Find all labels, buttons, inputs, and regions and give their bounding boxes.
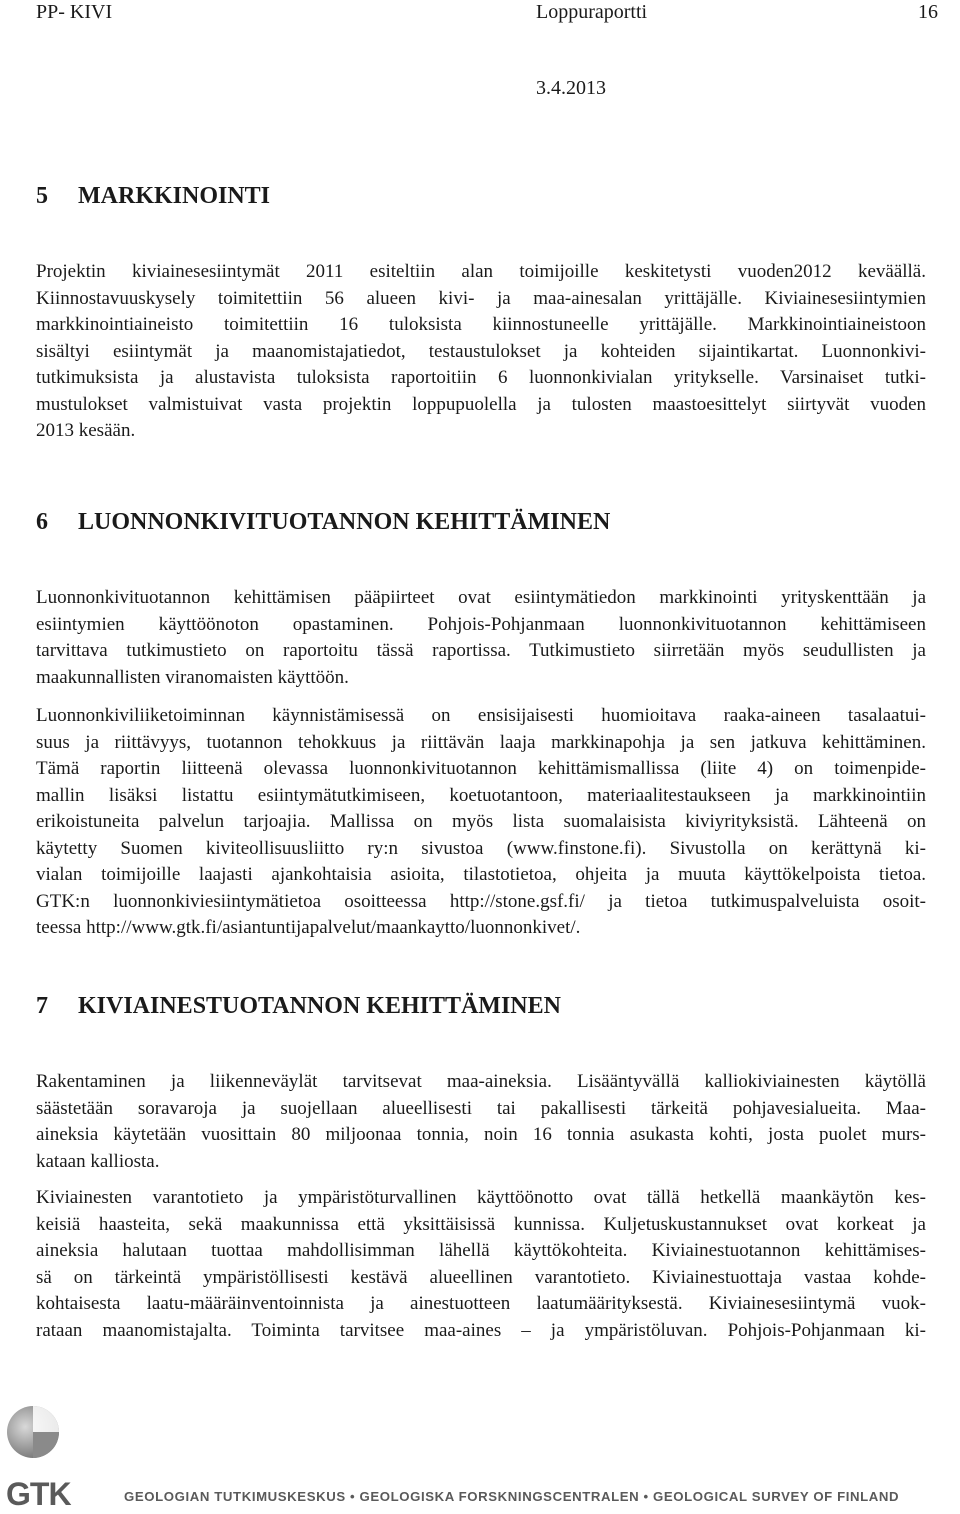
section-number: 6 [36, 509, 48, 535]
section-heading [36, 182, 270, 210]
text-line: Tämä raportin liitteenä olevassa luonnonkivituotannon kehittämismallissa (liite 4) on toimenpide- [36, 758, 926, 779]
text-line: teessa http://www.gtk.fi/asiantuntijapalvelut/maankaytto/luonnonkivet/. [36, 917, 581, 938]
text-line: rataan maanomistajalta. Toiminta tarvitsee maa-aines – ja ympäristöluvan. Pohjois-Pohjanmaan ki- [36, 1319, 926, 1341]
text-line: kohtaisesta laatu-määräinventoinnista ja ainestuotteen laatumäärityksestä. Kiviainesesiintymä vuok- [36, 1293, 926, 1314]
header-date: 3.4.2013 [536, 77, 606, 99]
text-line: mustulokset valmistuivat vasta projektin loppupuolella ja tulosten maastoesittelyt siirtyvät vuoden [36, 393, 926, 415]
text-line: erikoistuneita palvelun tarjoajia. Mallissa on myös lista suomalaisista kiviyrityksistä. Lähteenä on [36, 811, 926, 832]
text-line: aineksia käytetään vuosittain 80 miljoonaa tonnia, noin 16 tonnia asukasta kohti, josta puolet murs- [36, 1124, 926, 1145]
text-line: sisältyi esiintymät ja maanomistajatiedot, testaustulokset ja kohteiden sijaintikartat. Luonnonkivi- [36, 340, 926, 362]
section-number: 5 [36, 183, 48, 209]
section-title: LUONNONKIVITUOTANNON KEHITTÄMINEN [78, 509, 611, 535]
text-line: Rakentaminen ja liikenneväylät tarvitsevat maa-aineksia. Lisääntyvällä kalliokiviainesten käytöllä [36, 1071, 926, 1092]
text-line: markkinointiaineisto toimitettiin 16 tuloksista kiinnostuneelle yrittäjälle. Markkinointiaineistoon [36, 314, 926, 335]
paragraph [36, 703, 926, 942]
text-line: säästetään soravaroja ja suojellaan alueellisesti tai pakallisesti tärkeitä pohjavesialueita. Maa- [36, 1097, 926, 1119]
text-line: tutkimuksista ja alustavista tuloksista raportoitiin 6 luonnonkivialan yritykselle. Varsinaiset tutki- [36, 367, 926, 388]
text-line: Projektin kiviainesesiintymät 2011 esiteltiin alan toimijoille keskitetysti vuoden2012 keväällä. [36, 261, 926, 282]
text-line: kataan kalliosta. [36, 1150, 160, 1172]
text-line: sä on tärkeintä ympäristöllisesti kestävä alueellinen varantotieto. Kiviainestuottaja vastaa kohde- [36, 1266, 926, 1288]
paragraph [36, 1069, 926, 1175]
header-doc-title: Loppuraportti [536, 1, 648, 23]
text-line: Kiviainesten varantotieto ja ympäristöturvallinen käyttöönotto ovat tällä hetkellä maankäytön kes- [36, 1187, 926, 1208]
text-line: käytetty Suomen kiviteollisuusliitto ry:n sivustoa (www.finstone.fi). Sivustolla on kerättynä ki- [36, 837, 926, 859]
paragraph [36, 259, 926, 445]
text-line: suus ja riittävyys, tuotannon tehokkuus ja riittävän laaja markkinapohja ja sen jatkuva kehittäminen. [36, 731, 926, 753]
section-title: MARKKINOINTI [78, 183, 271, 209]
text-line: GTK:n luonnonkiviesiintymätietoa osoitteessa http://stone.gsf.fi/ ja tietoa tutkimuspalveluista osoit- [36, 890, 926, 912]
gtk-logo-icon [4, 1388, 62, 1476]
footer-organization: GEOLOGIAN TUTKIMUSKESKUS • GEOLOGISKA FORSKNINGSCENTRALEN • GEOLOGICAL SURVEY OF FINLAND [124, 1489, 900, 1504]
text-line: Kiinnostavuuskysely toimitettiin 56 alueen kivi- ja maa-ainesalan yrittäjälle. Kiviainesesiintymien [36, 287, 926, 309]
text-line: Luonnonkiviliiketoiminnan käynnistämisessä on ensisijaisesti huomioitava raaka-aineen tasalaatui- [36, 705, 926, 726]
text-line: Luonnonkivituotannon kehittämisen pääpiirteet ovat esiintymätiedon markkinointi yrityskenttään ja [36, 587, 926, 608]
text-line: maakunnallisten viranomaisten käyttöön. [36, 666, 349, 688]
text-line: 2013 kesään. [36, 420, 136, 441]
section-number: 7 [36, 993, 48, 1019]
paragraph [36, 1185, 926, 1344]
section-heading [36, 992, 561, 1020]
text-line: tarvittava tutkimustieto on raportoitu tässä raportissa. Tutkimustieto siirretään myös seudullisten ja [36, 640, 926, 661]
text-line: aineksia halutaan tuottaa mahdollisimman lähellä käyttökohteita. Kiviainestuotannon kehittämises- [36, 1240, 926, 1261]
header-project: PP- KIVI [36, 1, 113, 23]
section-heading [36, 508, 610, 536]
paragraph [36, 585, 926, 691]
text-line: vialan toimijoille laajasti ajankohtaisia asioita, tilastotietoa, ohjeita ja muuta käyttökelpoista tietoa. [36, 864, 926, 885]
page-header [36, 0, 940, 24]
text-line: esiintymien käyttöönoton opastaminen. Pohjois-Pohjanmaan luonnonkivituotannon kehittämiseen [36, 613, 926, 635]
text-line: keisiä haasteita, sekä maakunnissa että yksittäisissä kunnissa. Kuljetuskustannukset ovat korkeat ja [36, 1213, 926, 1235]
gtk-logo-wordmark: GTK [6, 1476, 71, 1512]
section-title: KIVIAINESTUOTANNON KEHITTÄMINEN [78, 993, 561, 1019]
text-line: mallin lisäksi listattu esiintymätutkimiseen, koetuotantoon, materiaalitestaukseen ja markkinointiin [36, 784, 926, 806]
header-page-number: 16 [918, 1, 938, 23]
